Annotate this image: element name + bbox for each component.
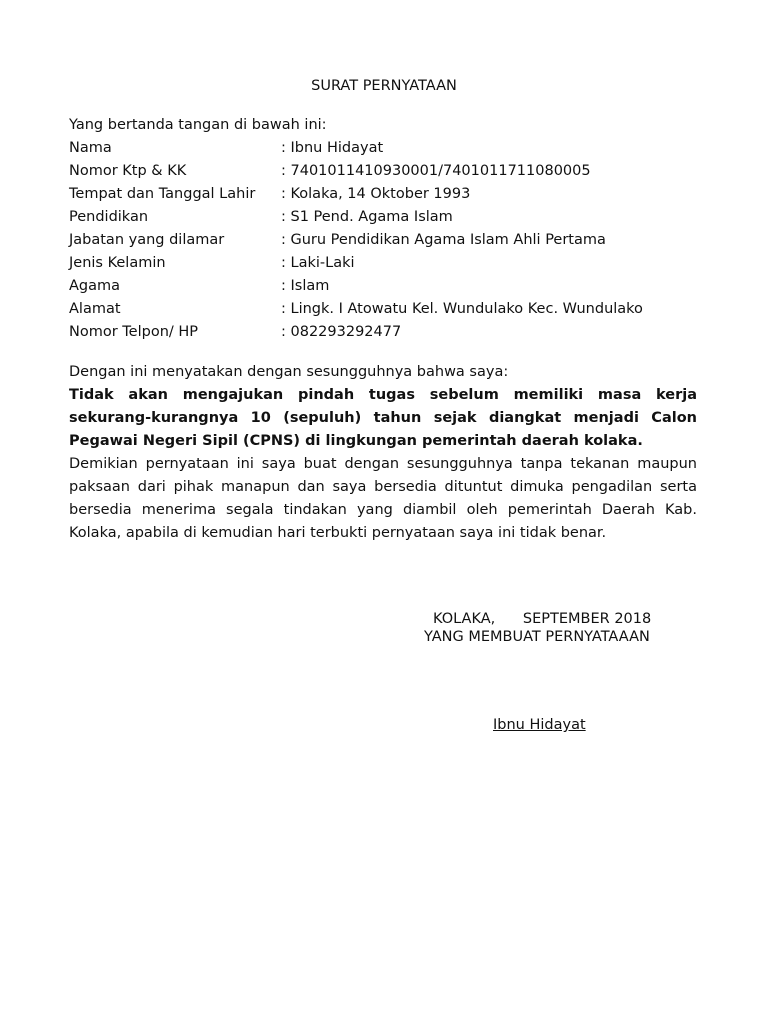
field-row-id-numbers	[69, 162, 643, 185]
statement-bold: Tidak akan mengajukan pindah tugas sebelum memiliki masa kerja sekurang-kurangnya 10 (sepuluh) tahun sejak diangkat menjadi Calon Pegawai Negeri Sipil (CPNS) di lingkungan pemerintah daerah kolaka.	[69, 387, 697, 449]
field-label: Nama	[69, 140, 112, 156]
place-date: KOLAKA, SEPTEMBER 2018	[433, 611, 652, 627]
field-label: Nomor Telpon/ HP	[69, 324, 199, 340]
field-label: Agama	[69, 278, 121, 294]
field-value: : Islam	[281, 278, 330, 294]
field-row-religion	[69, 277, 643, 300]
intro-text: Yang bertanda tangan di bawah ini:	[69, 117, 327, 133]
identity-fields	[69, 139, 643, 346]
field-label: Alamat	[69, 301, 121, 317]
field-label: Pendidikan	[69, 209, 149, 225]
field-row-name	[69, 139, 643, 162]
field-row-birth	[69, 185, 643, 208]
field-value: : Laki-Laki	[281, 255, 355, 271]
field-row-phone	[69, 323, 643, 346]
field-value: : Kolaka, 14 Oktober 1993	[281, 186, 471, 202]
field-value: : Lingk. I Atowatu Kel. Wundulako Kec. Wundulako	[281, 301, 643, 317]
field-label: Tempat dan Tanggal Lahir	[69, 186, 256, 202]
closing-paragraph: Demikian pernyataan ini saya buat dengan sesungguhnya tanpa tekanan maupun paksaan dari pihak manapun dan saya bersedia dituntut dimuka pengadilan serta bersedia menerima segala tindakan yang diambil oleh pemerintah Daerah Kab. Kolaka, apabila di kemudian hari terbukti pernyataan saya ini tidak benar.	[69, 456, 697, 541]
field-row-position	[69, 231, 643, 254]
statement-intro: Dengan ini menyatakan dengan sesungguhnya bahwa saya:	[69, 364, 509, 380]
document-title: SURAT PERNYATAAN	[311, 78, 457, 94]
field-value: : S1 Pend. Agama Islam	[281, 209, 453, 225]
statement-body	[69, 361, 697, 545]
field-label: Jenis Kelamin	[69, 255, 166, 271]
field-row-gender	[69, 254, 643, 277]
field-row-address	[69, 300, 643, 323]
field-row-education	[69, 208, 643, 231]
field-value: : 7401011410930001/7401011711080005	[281, 163, 591, 179]
signature-caption: YANG MEMBUAT PERNYATAAAN	[424, 629, 650, 645]
field-value: : 082293292477	[281, 324, 402, 340]
field-value: : Guru Pendidikan Agama Islam Ahli Pertama	[281, 232, 606, 248]
field-label: Jabatan yang dilamar	[69, 232, 225, 248]
field-label: Nomor Ktp & KK	[69, 163, 187, 179]
field-value: : Ibnu Hidayat	[281, 140, 384, 156]
signer-name: Ibnu Hidayat	[493, 717, 586, 733]
